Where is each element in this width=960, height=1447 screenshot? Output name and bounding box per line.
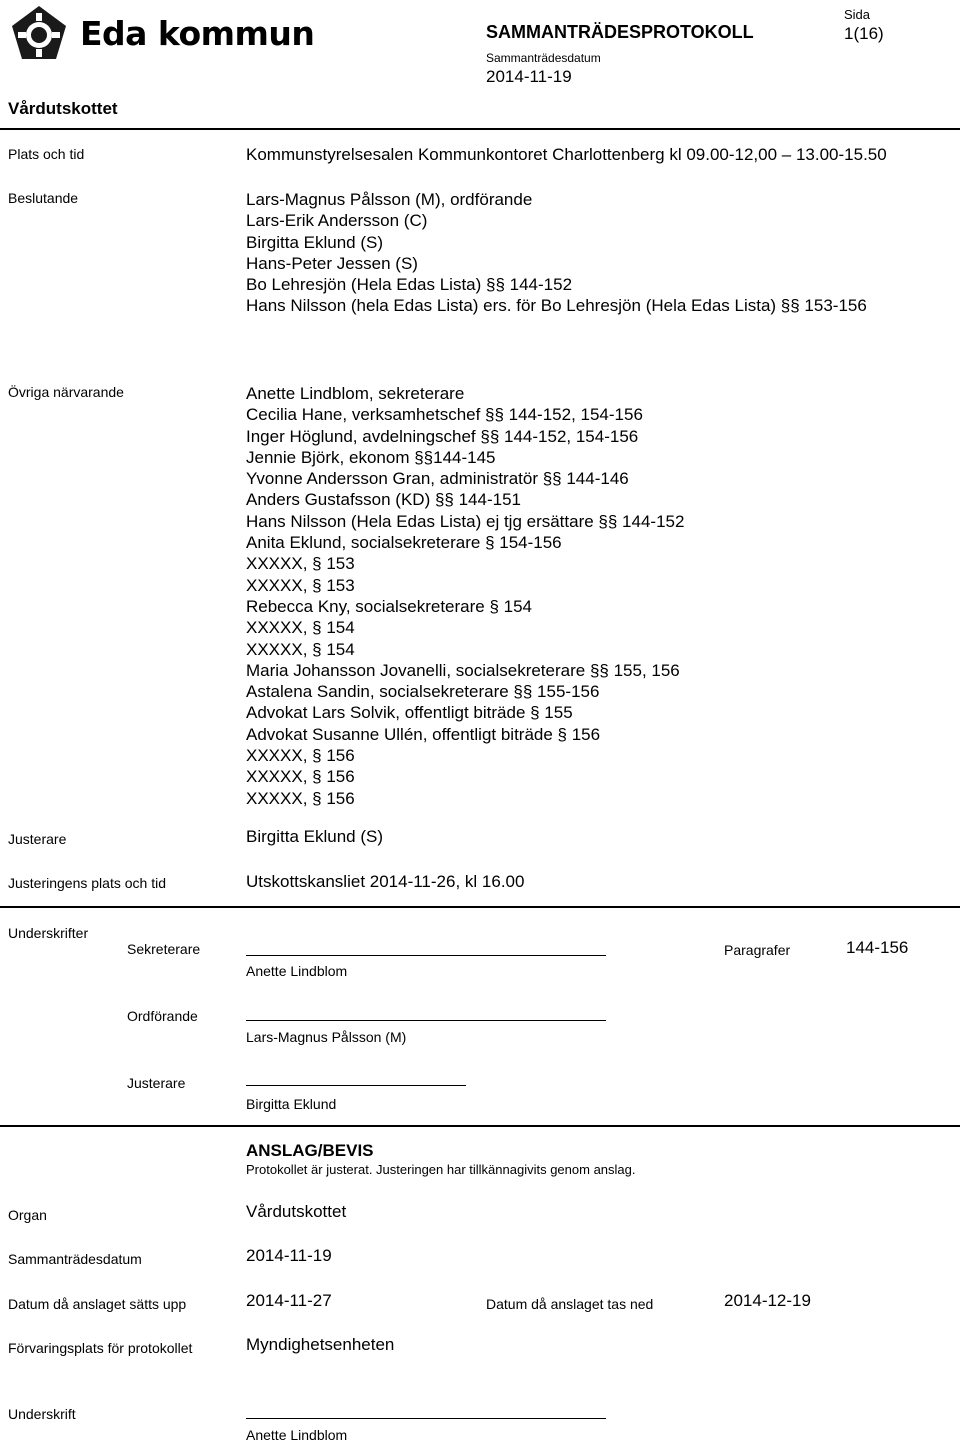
list-item: XXXXX, § 154 bbox=[246, 618, 355, 638]
paragraphs-label: Paragrafer bbox=[724, 942, 791, 958]
logo-text: Eda kommun bbox=[80, 14, 315, 53]
list-item: Lars-Erik Andersson (C) bbox=[246, 211, 428, 231]
list-item: Birgitta Eklund (S) bbox=[246, 232, 383, 252]
eda-crest-icon bbox=[8, 4, 70, 64]
storage-value: Myndighetsenheten bbox=[246, 1335, 395, 1354]
notice-organ-value: Vårdutskottet bbox=[246, 1202, 347, 1221]
notice-title: ANSLAG/BEVIS bbox=[246, 1141, 374, 1160]
header-divider bbox=[0, 128, 960, 130]
chair-role: Ordförande bbox=[127, 1008, 198, 1024]
list-item: Bo Lehresjön (Hela Edas Lista) §§ 144-152 bbox=[246, 275, 573, 295]
meeting-date-label: Sammanträdesdatum bbox=[486, 51, 601, 65]
notice-text: Protokollet är justerat. Justeringen har tillkännagivits genom anslag. bbox=[246, 1162, 636, 1177]
secretary-role: Sekreterare bbox=[127, 941, 201, 957]
adjuster-value: Birgitta Eklund (S) bbox=[246, 827, 383, 846]
adjuster-role: Justerare bbox=[127, 1075, 186, 1091]
list-item: Yvonne Andersson Gran, administratör §§ 144-146 bbox=[246, 469, 629, 489]
posted-date-value: 2014-11-27 bbox=[246, 1291, 332, 1310]
chair-signature-line[interactable] bbox=[246, 1020, 606, 1021]
list-item: Hans-Peter Jessen (S) bbox=[246, 253, 418, 273]
list-item: Advokat Lars Solvik, offentligt biträde § 155 bbox=[246, 703, 573, 723]
notice-signature-name: Anette Lindblom bbox=[246, 1427, 348, 1443]
signatures-divider bbox=[0, 906, 960, 908]
removed-date-label: Datum då anslaget tas ned bbox=[486, 1296, 654, 1312]
meeting-date-value: 2014-11-19 bbox=[486, 67, 572, 86]
removed-date-value: 2014-12-19 bbox=[724, 1291, 811, 1310]
list-item: Rebecca Kny, socialsekreterare § 154 bbox=[246, 596, 533, 616]
list-item: Hans Nilsson (hela Edas Lista) ers. för Bo Lehresjön (Hela Edas Lista) §§ 153-156 bbox=[246, 296, 867, 316]
signatures-label: Underskrifter bbox=[8, 925, 89, 941]
adjust-place-label: Justeringens plats och tid bbox=[8, 875, 166, 891]
paragraphs-value: 144-156 bbox=[846, 938, 909, 957]
list-item: Maria Johansson Jovanelli, socialsekreterare §§ 155, 156 bbox=[246, 660, 680, 680]
secretary-signature-line[interactable] bbox=[246, 955, 606, 956]
list-item: Inger Höglund, avdelningschef §§ 144-152, 154-156 bbox=[246, 426, 639, 446]
list-item: XXXXX, § 153 bbox=[246, 554, 355, 574]
list-item: XXXXX, § 153 bbox=[246, 575, 355, 595]
list-item: Hans Nilsson (Hela Edas Lista) ej tjg ersättare §§ 144-152 bbox=[246, 511, 685, 531]
notice-organ-label: Organ bbox=[8, 1207, 47, 1223]
others-present-list bbox=[246, 383, 684, 809]
adjuster-name: Birgitta Eklund bbox=[246, 1096, 337, 1112]
chair-name: Lars-Magnus Pålsson (M) bbox=[246, 1029, 407, 1045]
page-label: Sida bbox=[844, 7, 871, 22]
list-item: Anders Gustafsson (KD) §§ 144-151 bbox=[246, 490, 521, 510]
list-item: Anette Lindblom, sekreterare bbox=[246, 384, 465, 403]
notice-date-value: 2014-11-19 bbox=[246, 1246, 332, 1265]
notice-signature-line[interactable] bbox=[246, 1418, 606, 1419]
list-item: Advokat Susanne Ullén, offentligt biträde § 156 bbox=[246, 724, 601, 744]
list-item: XXXXX, § 154 bbox=[246, 639, 355, 659]
posted-date-label: Datum då anslaget sätts upp bbox=[8, 1296, 187, 1312]
document-title: SAMMANTRÄDESPROTOKOLL bbox=[486, 22, 754, 42]
notice-divider bbox=[0, 1125, 960, 1127]
decision-makers-list bbox=[246, 189, 867, 317]
adjuster-label: Justerare bbox=[8, 831, 67, 847]
list-item: Lars-Magnus Pålsson (M), ordförande bbox=[246, 190, 533, 209]
list-item: XXXXX, § 156 bbox=[246, 746, 355, 766]
adjuster-signature-line[interactable] bbox=[246, 1085, 466, 1086]
notice-date-label: Sammanträdesdatum bbox=[8, 1251, 142, 1267]
list-item: Anita Eklund, socialsekreterare § 154-156 bbox=[246, 533, 562, 553]
place-time-value: Kommunstyrelsesalen Kommunkontoret Charlottenberg kl 09.00-12,00 – 13.00-15.50 bbox=[246, 145, 887, 164]
list-item: Jennie Björk, ekonom §§144-145 bbox=[246, 447, 496, 467]
storage-label: Förvaringsplats för protokollet bbox=[8, 1340, 193, 1356]
organ-title: Vårdutskottet bbox=[8, 99, 118, 118]
place-time-label: Plats och tid bbox=[8, 146, 85, 162]
list-item: Astalena Sandin, socialsekreterare §§ 155-156 bbox=[246, 682, 600, 702]
signature-label: Underskrift bbox=[8, 1406, 76, 1422]
page-number: 1(16) bbox=[844, 24, 884, 43]
others-present-label: Övriga närvarande bbox=[8, 384, 124, 400]
adjust-place-value: Utskottskansliet 2014-11-26, kl 16.00 bbox=[246, 872, 525, 891]
list-item: Cecilia Hane, verksamhetschef §§ 144-152, 154-156 bbox=[246, 405, 643, 425]
secretary-name: Anette Lindblom bbox=[246, 963, 348, 979]
list-item: XXXXX, § 156 bbox=[246, 767, 355, 787]
decision-makers-label: Beslutande bbox=[8, 190, 79, 206]
list-item: XXXXX, § 156 bbox=[246, 788, 355, 808]
